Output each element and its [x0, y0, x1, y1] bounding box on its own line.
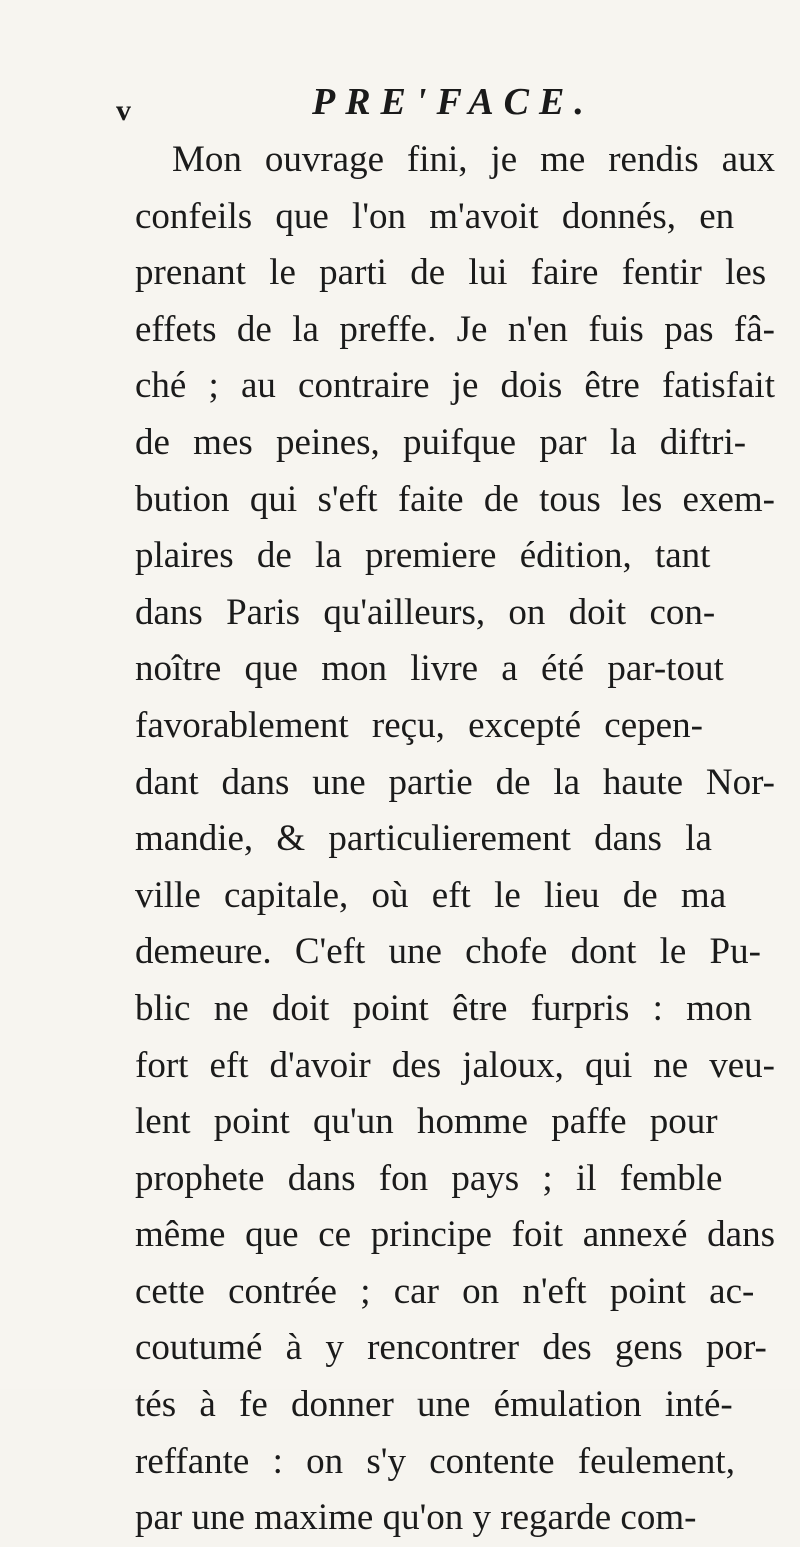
text-line: effets de la preffe. Je n'en fuis pas fâ- [135, 308, 775, 350]
text-line: dans Paris qu'ailleurs, on doit con- [135, 591, 716, 633]
text-line: reffante : on s'y contente feulement, [135, 1440, 735, 1482]
text-line: cette contrée ; car on n'eft point ac- [135, 1270, 755, 1312]
text-line: confeils que l'on m'avoit donnés, en [135, 195, 735, 237]
text-line: coutumé à y rencontrer des gens por- [135, 1327, 767, 1369]
text-line: demeure. C'eft une chofe dont le Pu- [135, 931, 761, 973]
text-line: plaires de la premiere édition, tant [135, 535, 711, 577]
text-line: prenant le parti de lui faire fentir les [135, 252, 767, 294]
page-header [116, 76, 696, 126]
body-text [135, 132, 775, 1547]
text-line: fort eft d'avoir des jaloux, qui ne veu- [135, 1044, 775, 1086]
text-line: ché ; au contraire je dois être fatisfait [135, 365, 775, 407]
text-line: dant dans une partie de la haute Nor- [135, 761, 775, 803]
text-line: de mes peines, puifque par la diftri- [135, 421, 747, 463]
text-line: blic ne doit point être furpris : mon [135, 987, 752, 1029]
running-title: PRE'FACE. [312, 81, 594, 123]
page-number: v [116, 94, 131, 127]
text-line: même que ce principe foit annexé dans [135, 1214, 775, 1256]
text-line: prophete dans fon pays ; il femble [135, 1157, 723, 1199]
text-line: mandie, & particulierement dans la [135, 818, 712, 860]
text-line: Mon ouvrage fini, je me rendis aux [172, 139, 775, 180]
text-line: favorablement reçu, excepté cepen- [135, 704, 703, 746]
text-line: noître que mon livre a été par-tout [135, 648, 724, 690]
text-line: bution qui s'eft faite de tous les exem- [135, 478, 775, 520]
text-line: ville capitale, où eft le lieu de ma [135, 874, 727, 916]
text-line: tés à fe donner une émulation inté- [135, 1384, 733, 1426]
text-line: par une maxime qu'on y regarde com- [135, 1497, 697, 1539]
text-line: lent point qu'un homme paffe pour [135, 1101, 718, 1143]
